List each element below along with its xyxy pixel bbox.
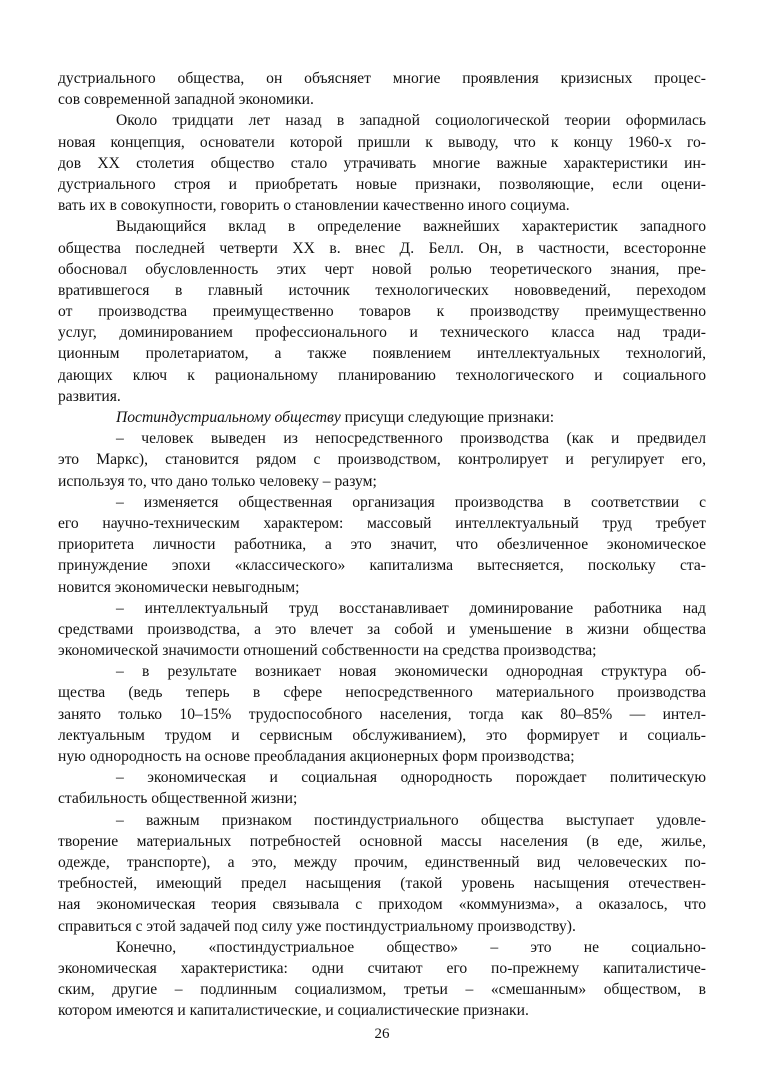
text-line: одежде, транспорте), а это, между прочим, единственный вид человеческих по-	[58, 853, 706, 871]
text-line: требностей, имеющий предел насыщения (такой уровень насыщения отечествен-	[58, 875, 706, 893]
text-line: щества (ведь теперь в сфере непосредственного материального производства	[58, 684, 706, 702]
text-line: новая концепция, основатели которой пришли к выводу, что к концу 1960-х го-	[58, 133, 706, 151]
text-line: от производства преимущественно товаров к производству преимущественно	[58, 303, 706, 321]
text-line: ционным пролетариатом, а также появлением интеллектуальных технологий,	[58, 345, 706, 363]
text-line: творение материальных потребностей основной массы населения (в еде, жилье,	[58, 832, 706, 850]
text-line: общества последней четверти XX в. внес Д. Белл. Он, в частности, всесторонне	[58, 239, 706, 257]
text-line: используя то, что дано только человеку – разум;	[58, 472, 377, 490]
list-item-line: – экономическая и социальная однородность порождает политическую	[116, 769, 706, 787]
list-item-line: – человек выведен из непосредственного производства (как и предвидел	[116, 430, 706, 448]
paragraph-start-line	[58, 407, 706, 428]
text-line: развития.	[58, 387, 121, 405]
text-line: справиться с этой задачей под силу уже постиндустриальному производству).	[58, 917, 576, 935]
text-line: обосновал обусловленность этих черт новой ролью теоретического знания, пре-	[58, 260, 706, 278]
text-line: вратившегося в главный источник технологических нововведений, переходом	[58, 281, 706, 299]
paragraph-start-line: Выдающийся вклад в определение важнейших характеристик западного	[116, 218, 706, 236]
text-line: стабильность общественной жизни;	[58, 790, 298, 808]
text-line: ную однородность на основе преобладания акционерных форм производства;	[58, 748, 575, 765]
text-line: дающих ключ к рациональному планированию технологического и социального	[58, 366, 706, 384]
text-line: новится экономически невыгодным;	[58, 578, 300, 596]
text-line: принуждение эпохи «классического» капитализма вытесняется, поскольку ста-	[58, 557, 706, 575]
text-line: его научно-техническим характером: массовый интеллектуальный труд требует	[58, 514, 706, 532]
text-line: средствами производства, а это влечет за собой и уменьшение в жизни общества	[58, 620, 706, 638]
text-line: ским, другие – подлинным социализмом, третьи – «смешанным» обществом, в	[58, 981, 706, 999]
text-line: вать их в совокупности, говорить о становлении качественно иного социума.	[58, 197, 570, 215]
text-line: сов современной западной экономики.	[58, 91, 314, 109]
text-line: экономическая характеристика: одни считают его по-прежнему капиталистиче-	[58, 959, 706, 977]
text-line: дустриального строя и приобретать новые признаки, позволяющие, если оцени-	[58, 175, 706, 193]
list-item-line: – важным признаком постиндустриального общества выступает удовле-	[116, 811, 706, 829]
text-line: экономической значимости отношений собственности на средства производства;	[58, 642, 597, 660]
text-fragment: присущи следующие признаки:	[344, 409, 555, 426]
text-line: приоритета личности работника, а это значит, что обезличенное экономическое	[58, 536, 706, 554]
text-line: котором имеются и капиталистические, и социалистические признаки.	[58, 1002, 529, 1020]
list-item-line: – интеллектуальный труд восстанавливает доминирование работника над	[116, 599, 706, 617]
paragraph-start-line: Около тридцати лет назад в западной социологической теории оформилась	[116, 112, 706, 130]
text-line: лектуальным трудом и сервисным обслуживанием), это формирует и социаль-	[58, 726, 706, 744]
list-item-line: – изменяется общественная организация производства в соответствии с	[116, 493, 706, 511]
text-line: дустриального общества, он объясняет многие проявления кризисных процес-	[58, 70, 706, 87]
list-item-line: – в результате возникает новая экономически однородная структура об-	[116, 663, 706, 681]
paragraph-start-line: Конечно, «постиндустриальное общество» – это не социально-	[116, 938, 706, 956]
text-line: это Маркс), становится рядом с производством, контролирует и регулирует его,	[58, 451, 706, 469]
text-line: занято только 10–15% трудоспособного населения, тогда как 80–85% — интел-	[58, 705, 706, 723]
text-line: ная экономическая теория связывала с приходом «коммунизма», а оказалось, что	[58, 896, 706, 914]
italic-term: Постиндустриальному обществу	[116, 409, 341, 426]
text-line: услуг, доминированием профессионального и технического класса над тради-	[58, 324, 706, 342]
page-number: 26	[374, 1026, 390, 1042]
text-line: дов XX столетия общество стало утрачивать многие важные характеристики ин-	[58, 154, 706, 172]
page-text	[58, 68, 706, 1021]
